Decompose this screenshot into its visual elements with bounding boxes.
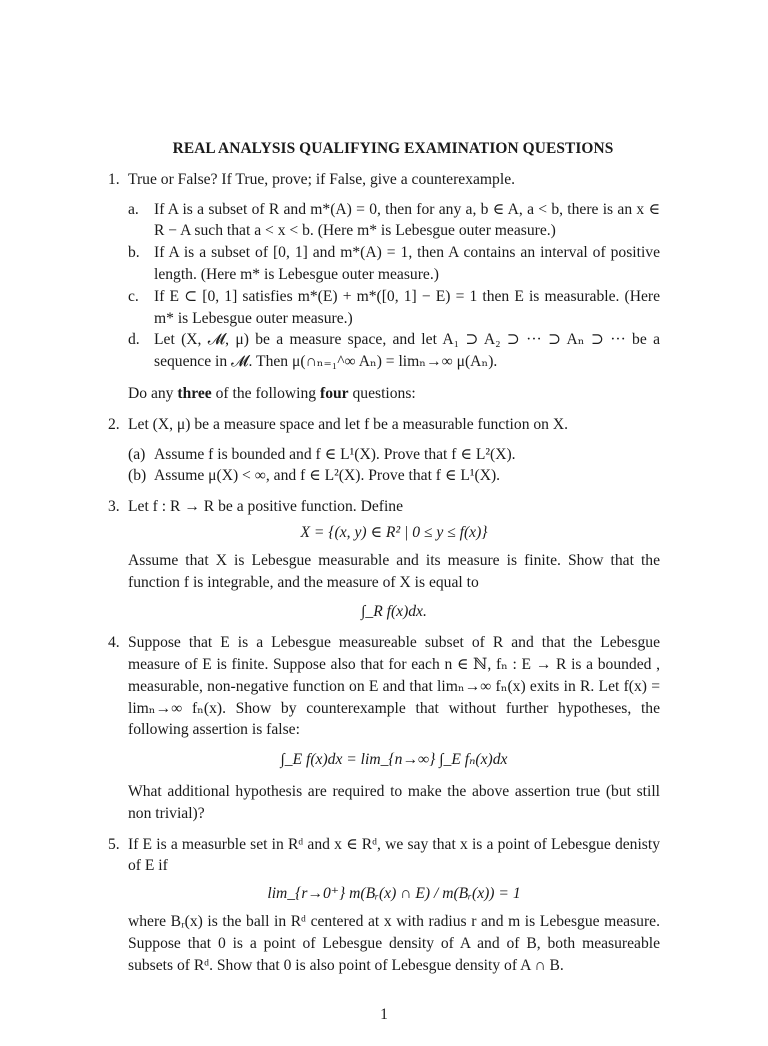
question-part — [108, 444, 660, 466]
question-number: 5. — [108, 835, 120, 853]
part-label: (b) — [128, 467, 147, 485]
part-text: If E ⊂ [0, 1] satisfies m*(E) + m*([0, 1] − E) = 1 then E is measurable. (Here m* is Lebesgue outer measure.) — [154, 287, 660, 327]
display-equation: X = {(x, y) ∈ R² | 0 ≤ y ≤ f(x)} — [300, 523, 488, 541]
question-2 — [108, 414, 660, 436]
display-equation: ∫_E f(x)dx = lim_{n→∞} ∫_E fₙ(x)dx — [280, 751, 508, 769]
instructions-text: of the following — [211, 384, 321, 402]
exam-page — [108, 0, 660, 976]
page-number: 1 — [380, 1006, 388, 1024]
question-4 — [108, 632, 660, 741]
question-5 — [108, 834, 660, 878]
question-number: 4. — [108, 634, 120, 652]
instructions-text: questions: — [348, 384, 416, 402]
question-part — [108, 286, 660, 330]
question-part — [108, 329, 660, 373]
question-text: Let f : R → R be a positive function. Define — [128, 498, 403, 516]
part-text: Assume μ(X) < ∞, and f ∈ L²(X). Prove that f ∈ L¹(X). — [154, 467, 501, 485]
question-text: Let (X, μ) be a measure space and let f be a measurable function on X. — [128, 415, 569, 433]
part-label: d. — [128, 331, 140, 349]
question-1 — [108, 169, 660, 191]
page-title: REAL ANALYSIS QUALIFYING EXAMINATION QUESTIONS — [172, 140, 614, 157]
display-equation: ∫_R f(x)dx. — [361, 603, 427, 621]
part-text: Let (X, 𝓜, μ) be a measure space, and let A₁ ⊃ A₂ ⊃ ··· ⊃ Aₙ ⊃ ··· be a sequence in 𝓜. Then μ(∩ₙ₌₁^∞ Aₙ) = limₙ→∞ μ(Aₙ). — [154, 331, 660, 371]
question-part — [108, 199, 660, 243]
question-2-parts — [108, 444, 660, 488]
question-number: 2. — [108, 415, 120, 433]
question-3 — [108, 496, 660, 518]
part-text: Assume f is bounded and f ∈ L¹(X). Prove that f ∈ L²(X). — [154, 445, 516, 463]
question-number: 3. — [108, 498, 120, 516]
question-number: 1. — [108, 170, 120, 188]
question-part — [108, 242, 660, 286]
question-1-parts — [108, 199, 660, 373]
part-label: a. — [128, 200, 139, 218]
question-text: True or False? If True, prove; if False, give a counterexample. — [128, 170, 516, 188]
question-part — [108, 465, 660, 487]
instructions-emphasis: three — [177, 384, 212, 402]
instructions-emphasis: four — [320, 384, 349, 402]
question-text: What additional hypothesis are required to make the above assertion true (but still non trivial)? — [128, 782, 660, 822]
display-equation: lim_{r→0⁺} m(Bᵣ(x) ∩ E) / m(Bᵣ(x)) = 1 — [267, 885, 521, 903]
part-label: b. — [128, 244, 140, 262]
question-text: Assume that X is Lebesgue measurable and its measure is finite. Show that the function f is integrable, and the measure of X is equal to — [128, 551, 660, 591]
question-text: where Bᵣ(x) is the ball in Rᵈ centered at x with radius r and m is Lebesgue measure. Suppose that 0 is a point of Lebesgue density of A and of B, both measureable subsets of Rᵈ. Show that 0 is also point of Lebesgue density of A ∩ B. — [128, 912, 660, 974]
question-text: If E is a measurble set in Rᵈ and x ∈ Rᵈ, we say that x is a point of Lebesgue denisty of E if — [128, 835, 660, 875]
instructions — [108, 383, 660, 405]
question-text: Suppose that E is a Lebesgue measureable subset of R and that the Lebesgue measure of E is finite. Suppose also that for each n ∈ ℕ, fₙ : E → R is a bounded , measurable, non-negative function on E and that limₙ→∞ fₙ(x) exits in R. Let f(x) = limₙ→∞ fₙ(x). Show by counterexample that without further hypotheses, the following assertion is false: — [128, 634, 660, 739]
part-label: (a) — [128, 445, 146, 463]
part-text: If A is a subset of [0, 1] and m*(A) = 1, then A contains an interval of positive length. (Here m* is Lebesgue outer measure.) — [154, 244, 660, 283]
instructions-text: Do any — [128, 384, 178, 402]
part-text: If A is a subset of R and m*(A) = 0, then for any a, b ∈ A, a < b, there is an x ∈ R − A such that a < x < b. (Here m* is Lebesgue outer measure.) — [154, 200, 660, 240]
part-label: c. — [128, 287, 139, 305]
